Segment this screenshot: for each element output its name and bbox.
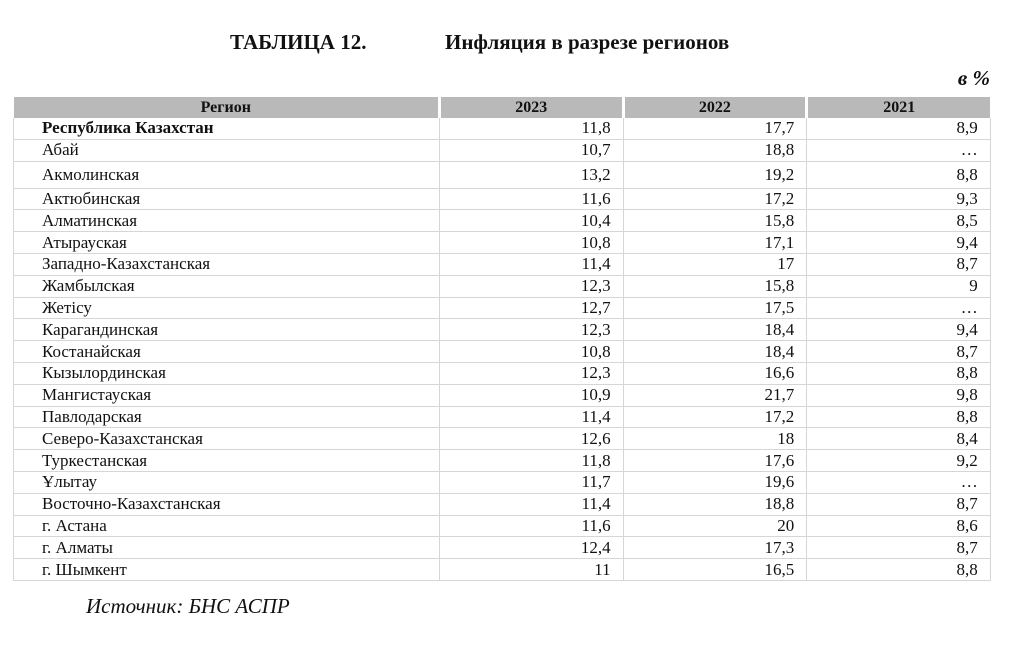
value-2021-cell: 8,6 <box>807 515 991 537</box>
column-header-2023: 2023 <box>440 97 624 118</box>
value-2023-cell: 11 <box>440 559 624 581</box>
table-row <box>14 118 991 139</box>
value-2021-cell: 8,4 <box>807 428 991 450</box>
value-2022-cell: 18,8 <box>623 493 807 515</box>
value-2021-cell: 9,3 <box>807 188 991 210</box>
value-2023-cell: 11,7 <box>440 471 624 493</box>
value-2023-cell: 12,7 <box>440 297 624 319</box>
inflation-table <box>13 97 991 581</box>
value-2022-cell: 18 <box>623 428 807 450</box>
value-2023-cell: 12,3 <box>440 362 624 384</box>
value-2023-cell: 12,4 <box>440 537 624 559</box>
column-header-region: Регион <box>14 97 440 118</box>
value-2022-cell: 19,2 <box>623 161 807 188</box>
table-caption: Инфляция в разрезе регионов <box>445 30 730 54</box>
region-cell: Жамбылская <box>14 275 440 297</box>
value-2023-cell: 12,3 <box>440 275 624 297</box>
region-cell: Кызылординская <box>14 362 440 384</box>
value-2022-cell: 17 <box>623 253 807 275</box>
table-row <box>14 493 991 515</box>
value-2023-cell: 10,4 <box>440 210 624 232</box>
region-cell: Актюбинская <box>14 188 440 210</box>
table-row <box>14 384 991 406</box>
region-cell: Абай <box>14 139 440 161</box>
table-row <box>14 428 991 450</box>
region-cell: Атырауская <box>14 232 440 254</box>
region-cell: г. Шымкент <box>14 559 440 581</box>
value-2021-cell: … <box>807 297 991 319</box>
value-2021-cell: 9,8 <box>807 384 991 406</box>
value-2022-cell: 17,2 <box>623 406 807 428</box>
value-2021-cell: 8,7 <box>807 253 991 275</box>
region-cell: Костанайская <box>14 341 440 363</box>
value-2022-cell: 21,7 <box>623 384 807 406</box>
value-2021-cell: … <box>807 471 991 493</box>
value-2022-cell: 17,6 <box>623 450 807 472</box>
region-cell: Западно-Казахстанская <box>14 253 440 275</box>
value-2022-cell: 15,8 <box>623 275 807 297</box>
table-row <box>14 450 991 472</box>
value-2023-cell: 10,7 <box>440 139 624 161</box>
region-cell: Акмолинская <box>14 161 440 188</box>
value-2021-cell: 9 <box>807 275 991 297</box>
value-2021-cell: 8,8 <box>807 406 991 428</box>
value-2021-cell: 8,5 <box>807 210 991 232</box>
table-row <box>14 559 991 581</box>
value-2023-cell: 10,9 <box>440 384 624 406</box>
value-2021-cell: 8,9 <box>807 118 991 139</box>
value-2022-cell: 17,1 <box>623 232 807 254</box>
table-row <box>14 515 991 537</box>
value-2021-cell: 8,7 <box>807 493 991 515</box>
value-2023-cell: 11,6 <box>440 188 624 210</box>
value-2023-cell: 11,4 <box>440 253 624 275</box>
value-2022-cell: 19,6 <box>623 471 807 493</box>
value-2022-cell: 15,8 <box>623 210 807 232</box>
value-2022-cell: 17,7 <box>623 118 807 139</box>
table-row <box>14 188 991 210</box>
value-2021-cell: 8,8 <box>807 161 991 188</box>
region-cell: Мангистауская <box>14 384 440 406</box>
region-cell: г. Астана <box>14 515 440 537</box>
value-2023-cell: 11,6 <box>440 515 624 537</box>
table-row <box>14 232 991 254</box>
table-row <box>14 253 991 275</box>
table-row <box>14 341 991 363</box>
table-body <box>14 118 991 580</box>
value-2023-cell: 12,6 <box>440 428 624 450</box>
column-header-2022: 2022 <box>623 97 807 118</box>
value-2021-cell: … <box>807 139 991 161</box>
region-cell: Алматинская <box>14 210 440 232</box>
value-2021-cell: 8,7 <box>807 341 991 363</box>
table-row <box>14 537 991 559</box>
value-2023-cell: 11,8 <box>440 118 624 139</box>
region-cell: г. Алматы <box>14 537 440 559</box>
value-2021-cell: 9,2 <box>807 450 991 472</box>
value-2023-cell: 11,4 <box>440 406 624 428</box>
table-row <box>14 161 991 188</box>
value-2022-cell: 20 <box>623 515 807 537</box>
table-row <box>14 210 991 232</box>
source-note: Источник: БНС АСПР <box>86 594 290 618</box>
region-cell: Восточно-Казахстанская <box>14 493 440 515</box>
value-2022-cell: 16,5 <box>623 559 807 581</box>
column-header-2021: 2021 <box>807 97 991 118</box>
value-2023-cell: 12,3 <box>440 319 624 341</box>
region-cell: Республика Казахстан <box>14 118 440 139</box>
region-cell: Карагандинская <box>14 319 440 341</box>
value-2022-cell: 18,8 <box>623 139 807 161</box>
value-2023-cell: 13,2 <box>440 161 624 188</box>
value-2022-cell: 17,3 <box>623 537 807 559</box>
table-row <box>14 297 991 319</box>
value-2022-cell: 17,2 <box>623 188 807 210</box>
value-2021-cell: 8,8 <box>807 559 991 581</box>
unit-label: в % <box>957 66 990 90</box>
table-number: ТАБЛИЦА 12. <box>230 30 367 54</box>
table-header-row <box>14 97 991 118</box>
region-cell: Павлодарская <box>14 406 440 428</box>
region-cell: Жетісу <box>14 297 440 319</box>
region-cell: Северо-Казахстанская <box>14 428 440 450</box>
region-cell: Туркестанская <box>14 450 440 472</box>
table-row <box>14 139 991 161</box>
table-row <box>14 275 991 297</box>
table-row <box>14 471 991 493</box>
value-2021-cell: 8,8 <box>807 362 991 384</box>
value-2022-cell: 18,4 <box>623 319 807 341</box>
value-2021-cell: 9,4 <box>807 232 991 254</box>
value-2023-cell: 11,4 <box>440 493 624 515</box>
value-2022-cell: 16,6 <box>623 362 807 384</box>
value-2023-cell: 10,8 <box>440 232 624 254</box>
value-2021-cell: 9,4 <box>807 319 991 341</box>
table-row <box>14 406 991 428</box>
value-2023-cell: 10,8 <box>440 341 624 363</box>
table-row <box>14 362 991 384</box>
region-cell: Ұлытау <box>14 471 440 493</box>
value-2022-cell: 17,5 <box>623 297 807 319</box>
value-2021-cell: 8,7 <box>807 537 991 559</box>
table-row <box>14 319 991 341</box>
value-2023-cell: 11,8 <box>440 450 624 472</box>
value-2022-cell: 18,4 <box>623 341 807 363</box>
